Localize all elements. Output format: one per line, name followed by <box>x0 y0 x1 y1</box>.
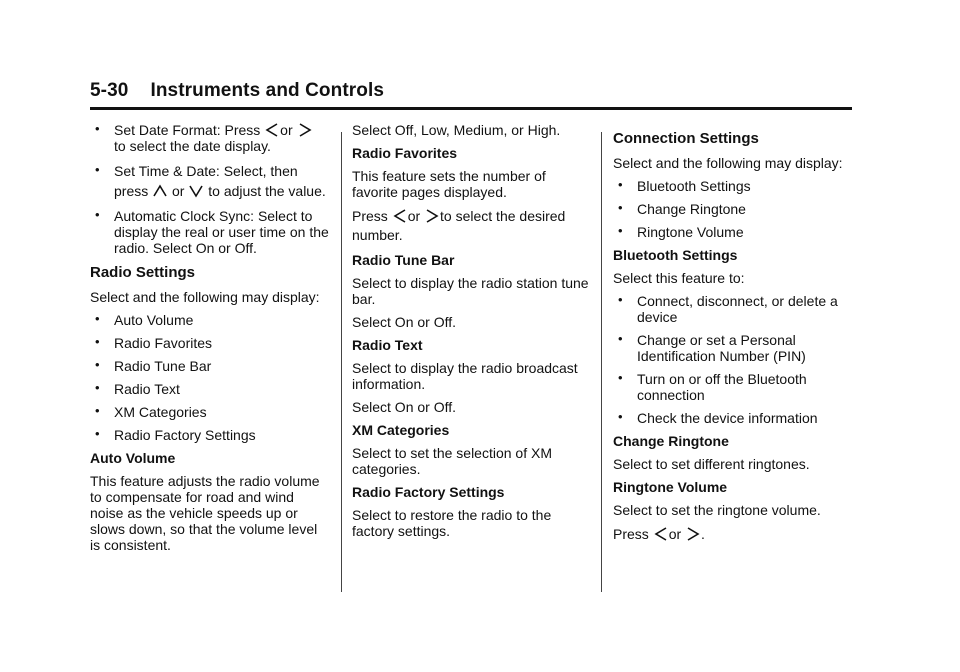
text: to select the date display. <box>114 138 271 154</box>
right-arrow-icon <box>425 209 439 223</box>
header-rule <box>90 107 852 110</box>
radio-settings-heading: Radio Settings <box>90 264 196 281</box>
radio-text-onoff: Select On or Off. <box>352 399 457 415</box>
list-item: • Change Ringtone <box>613 201 853 217</box>
connection-settings-heading: Connection Settings <box>613 130 759 147</box>
column-divider-2 <box>601 132 602 592</box>
bluetooth-intro: Select this feature to: <box>613 270 745 286</box>
list-item: • Change or set a Personal Identification Number (PIN) <box>613 332 853 364</box>
text: to adjust the value. <box>208 183 326 199</box>
text: or <box>407 208 421 224</box>
text: or <box>280 122 293 138</box>
list-item: • Bluetooth Settings <box>613 178 853 194</box>
bullet-set-time-date <box>90 161 330 201</box>
left-arrow-icon <box>654 527 668 541</box>
text: . <box>701 526 705 542</box>
page-number: 5-30 <box>90 80 129 101</box>
radio-favorites-text: This feature sets the number of favorite pages displayed. <box>352 168 546 200</box>
left-arrow-icon <box>393 209 407 223</box>
text: Press <box>613 526 649 542</box>
ringtone-volume-heading: Ringtone Volume <box>613 479 728 495</box>
auto-volume-heading: Auto Volume <box>90 450 176 466</box>
text: or <box>668 526 682 542</box>
up-arrow-icon <box>153 184 167 198</box>
column-3 <box>613 122 853 551</box>
text: Set Date Format: Press <box>114 122 261 138</box>
change-ringtone-heading: Change Ringtone <box>613 433 729 449</box>
bullet-set-date-format <box>90 122 330 154</box>
list-item: • Radio Factory Settings <box>90 427 330 443</box>
xm-categories-text: Select to set the selection of XM categories. <box>352 445 552 477</box>
column-1 <box>90 122 330 560</box>
bullet-auto-clock-sync: • Automatic Clock Sync: Select to display the real or user time on the radio. Select On or Off. <box>90 208 330 256</box>
auto-volume-text: This feature adjusts the radio volume to compensate for road and wind noise as the vehicle speeds up or slows down, so that the volume level is consistent. <box>90 473 320 553</box>
text: Press <box>352 208 388 224</box>
radio-favorites-press <box>352 207 592 245</box>
ringtone-press <box>613 525 853 544</box>
text: Set Time & Date: Select, then press <box>114 163 298 199</box>
ringtone-volume-text: Select to set the ringtone volume. <box>613 502 821 518</box>
radio-text-text: Select to display the radio broadcast information. <box>352 360 578 392</box>
list-item: • Radio Text <box>90 381 330 397</box>
radio-tune-bar-text: Select to display the radio station tune bar. <box>352 275 589 307</box>
bluetooth-settings-heading: Bluetooth Settings <box>613 247 738 263</box>
list-item: • Connect, disconnect, or delete a device <box>613 293 853 325</box>
text: to select the desired number. <box>352 208 566 243</box>
list-item: • Radio Favorites <box>90 335 330 351</box>
radio-text-heading: Radio Text <box>352 337 423 353</box>
radio-tune-bar-onoff: Select On or Off. <box>352 314 457 330</box>
column-divider-1 <box>341 132 342 592</box>
left-arrow-icon <box>265 123 279 137</box>
section-title: Instruments and Controls <box>150 80 385 101</box>
radio-tune-bar-heading: Radio Tune Bar <box>352 252 455 268</box>
levels-text: Select Off, Low, Medium, or High. <box>352 122 561 138</box>
list-item: • Turn on or off the Bluetooth connection <box>613 371 853 403</box>
header-title-line <box>90 80 852 102</box>
right-arrow-icon <box>686 527 700 541</box>
list-item: • Check the device information <box>613 410 853 426</box>
list-item: • Auto Volume <box>90 312 330 328</box>
column-2 <box>352 122 592 546</box>
xm-categories-heading: XM Categories <box>352 422 450 438</box>
list-item: • XM Categories <box>90 404 330 420</box>
list-item: • Ringtone Volume <box>613 224 853 240</box>
change-ringtone-text: Select to set different ringtones. <box>613 456 810 472</box>
page-header <box>90 80 852 110</box>
right-arrow-icon <box>298 123 312 137</box>
radio-intro: Select and the following may display: <box>90 289 320 305</box>
connection-intro: Select and the following may display: <box>613 155 843 171</box>
list-item: • Radio Tune Bar <box>90 358 330 374</box>
down-arrow-icon <box>189 184 203 198</box>
radio-factory-settings-text: Select to restore the radio to the factory settings. <box>352 507 552 539</box>
text: or <box>172 183 185 199</box>
radio-factory-settings-heading: Radio Factory Settings <box>352 484 505 500</box>
radio-favorites-heading: Radio Favorites <box>352 145 458 161</box>
